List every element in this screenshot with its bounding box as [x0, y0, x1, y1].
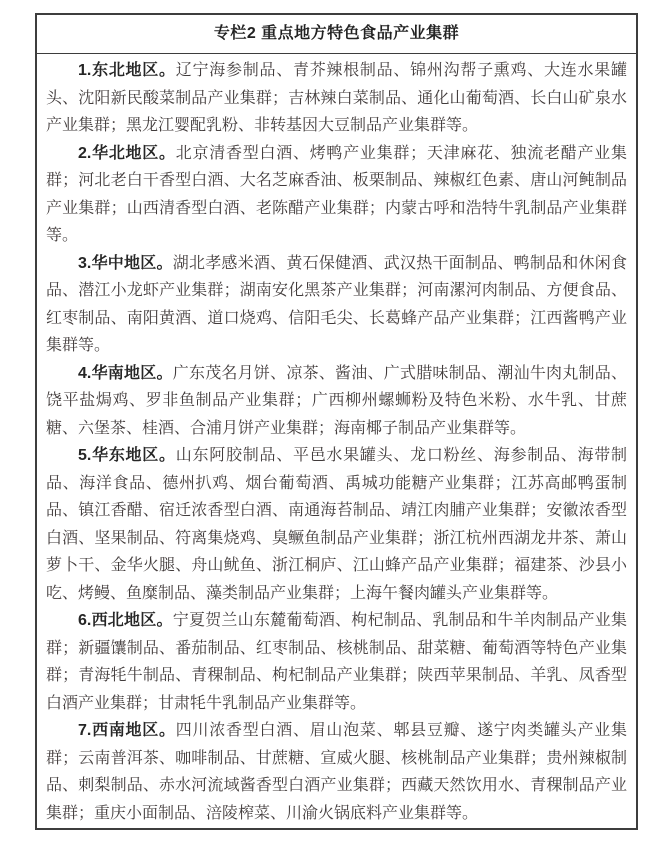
section-paragraph-north	[46, 140, 627, 250]
section-paragraph-southwest	[46, 717, 627, 827]
section-paragraph-northwest	[46, 607, 627, 717]
section-heading: 3.华中地区。	[78, 254, 173, 272]
column-body	[37, 54, 636, 828]
section-text: 辽宁海参制品、青芥辣根制品、锦州沟帮子熏鸡、大连水果罐头、沈阳新民酸菜制品产业集群；吉林辣白菜制品、通化山葡萄酒、长白山矿泉水产业集群；黑龙江婴配乳粉、非转基因大豆制品产业集群等。	[46, 62, 627, 134]
section-heading: 2.华北地区。	[78, 144, 176, 162]
section-text: 四川浓香型白酒、眉山泡菜、郫县豆瓣、遂宁肉类罐头产业集群；云南普洱茶、咖啡制品、甘蔗糖、宣威火腿、核桃制品产业集群；贵州辣椒制品、刺梨制品、赤水河流域酱香型白酒产业集群；西藏天然饮用水、青稞制品产业集群；重庆小面制品、涪陵榨菜、川渝火锅底料产业集群等。	[46, 722, 627, 822]
section-text: 宁夏贺兰山东麓葡萄酒、枸杞制品、乳制品和牛羊肉制品产业集群；新疆馕制品、番茄制品、红枣制品、核桃制品、甜菜糖、葡萄酒等特色产业集群；青海牦牛制品、青稞制品、枸杞制品产业集群；陕西苹果制品、羊乳、凤香型白酒产业集群；甘肃牦牛乳制品产业集群等。	[46, 612, 627, 712]
section-paragraph-south	[46, 360, 627, 443]
section-text: 北京清香型白酒、烤鸭产业集群；天津麻花、独流老醋产业集群；河北老白干香型白酒、大名芝麻香油、板栗制品、辣椒红色素、唐山河鲀制品产业集群；山西清香型白酒、老陈醋产业集群；内蒙古呼和浩特牛乳制品产业集群等。	[46, 144, 627, 244]
column-title: 专栏2 重点地方特色食品产业集群	[37, 15, 636, 54]
section-heading: 6.西北地区。	[78, 612, 173, 629]
section-text: 湖北孝感米酒、黄石保健酒、武汉热干面制品、鸭制品和休闲食品、潜江小龙虾产业集群；湖南安化黑茶产业集群；河南漯河肉制品、方便食品、红枣制品、南阳黄酒、道口烧鸡、信阳毛尖、长葛蜂产品产业集群；江西酱鸭产业集群等。	[46, 254, 627, 354]
section-heading: 7.西南地区。	[78, 722, 176, 739]
section-paragraph-central	[46, 250, 627, 360]
section-heading: 1.东北地区。	[78, 62, 176, 79]
special-column-box	[35, 13, 638, 830]
section-text: 广东茂名月饼、凉茶、酱油、广式腊味制品、潮汕牛肉丸制品、饶平盐焗鸡、罗非鱼制品产业集群；广西柳州螺蛳粉及特色米粉、水牛乳、甘蔗糖、六堡茶、桂酒、合浦月饼产业集群；海南椰子制品产业集群等。	[46, 364, 627, 437]
section-text: 山东阿胶制品、平邑水果罐头、龙口粉丝、海参制品、海带制品、海洋食品、德州扒鸡、烟台葡萄酒、禹城功能糖产业集群；江苏高邮鸭蛋制品、镇江香醋、宿迁浓香型白酒、南通海苔制品、靖江肉脯产业集群；安徽浓香型白酒、坚果制品、符离集烧鸡、臭鳜鱼制品产业集群；浙江杭州西湖龙井茶、萧山萝卜干、金华火腿、舟山鱿鱼、浙江桐庐、江山蜂产品产业集群；福建茶、沙县小吃、烤鳗、鱼糜制品、藻类制品产业集群；上海午餐肉罐头产业集群等。	[46, 447, 627, 602]
section-paragraph-northeast	[46, 57, 627, 140]
section-paragraph-east	[46, 442, 627, 607]
section-heading: 5.华东地区。	[78, 447, 176, 464]
section-heading: 4.华南地区。	[78, 364, 173, 382]
